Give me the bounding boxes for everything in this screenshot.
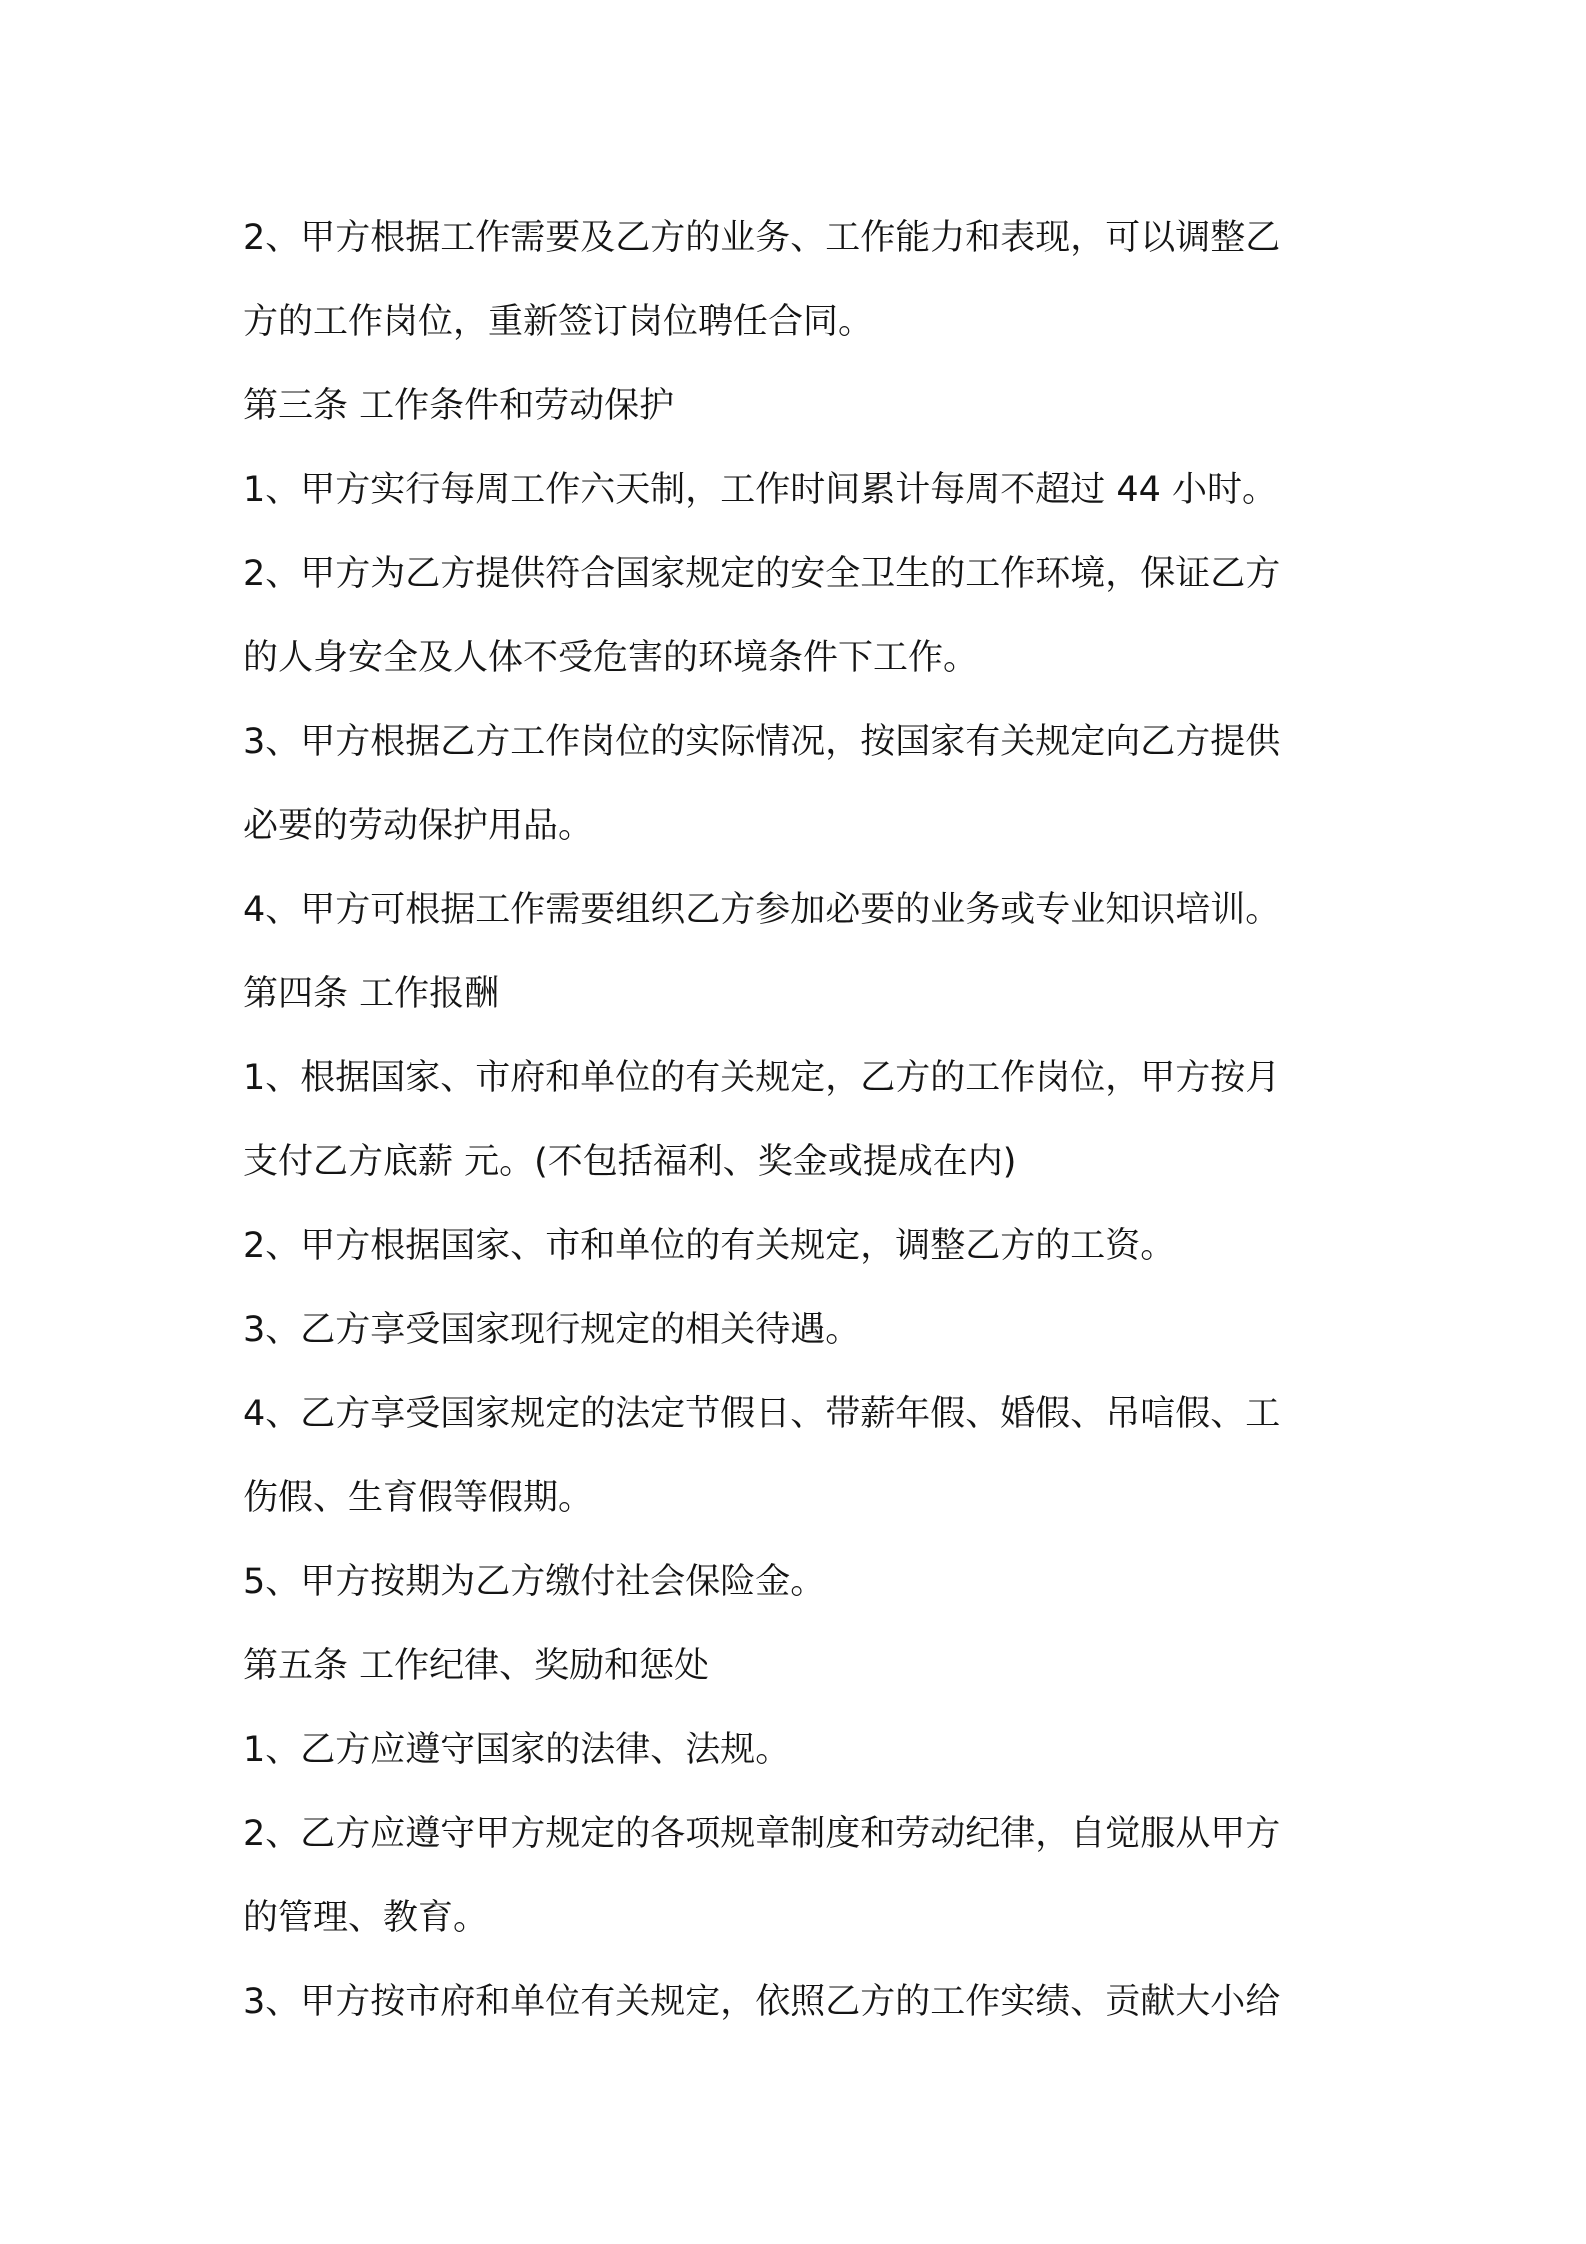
- paragraph-line: 的人身安全及人体不受危害的环境条件下工作。: [243, 638, 979, 678]
- paragraph-line: 1、甲方实行每周工作六天制，工作时间累计每周不超过 44 小时。: [243, 470, 1278, 510]
- document-body: [243, 196, 1363, 2044]
- paragraph-line: 3、甲方根据乙方工作岗位的实际情况，按国家有关规定向乙方提供: [243, 722, 1281, 762]
- section-heading: 第四条 工作报酬: [243, 974, 500, 1014]
- paragraph-line: 5、甲方按期为乙方缴付社会保险金。: [243, 1562, 826, 1602]
- paragraph-line: 2、甲方根据工作需要及乙方的业务、工作能力和表现，可以调整乙: [243, 218, 1281, 258]
- paragraph-line: 2、甲方为乙方提供符合国家规定的安全卫生的工作环境，保证乙方: [243, 554, 1281, 594]
- paragraph-line: 1、乙方应遵守国家的法律、法规。: [243, 1730, 791, 1770]
- paragraph-line: 伤假、生育假等假期。: [243, 1478, 594, 1518]
- paragraph-line: 的管理、教育。: [243, 1898, 489, 1938]
- paragraph-line: 2、甲方根据国家、市和单位的有关规定，调整乙方的工资。: [243, 1226, 1176, 1266]
- paragraph-line: 支付乙方底薪 元。(不包括福利、奖金或提成在内): [243, 1142, 1017, 1182]
- paragraph-line: 方的工作岗位，重新签订岗位聘任合同。: [243, 302, 874, 342]
- paragraph-line: 4、甲方可根据工作需要组织乙方参加必要的业务或专业知识培训。: [243, 890, 1281, 930]
- paragraph-line: 3、乙方享受国家现行规定的相关待遇。: [243, 1310, 861, 1350]
- paragraph-line: 1、根据国家、市府和单位的有关规定，乙方的工作岗位，甲方按月: [243, 1058, 1281, 1098]
- paragraph-line: 3、甲方按市府和单位有关规定，依照乙方的工作实绩、贡献大小给: [243, 1982, 1281, 2022]
- section-heading: 第五条 工作纪律、奖励和惩处: [243, 1646, 710, 1686]
- paragraph-line: 2、乙方应遵守甲方规定的各项规章制度和劳动纪律，自觉服从甲方: [243, 1814, 1281, 1854]
- paragraph-line: 4、乙方享受国家规定的法定节假日、带薪年假、婚假、吊唁假、工: [243, 1394, 1281, 1434]
- section-heading: 第三条 工作条件和劳动保护: [243, 386, 675, 426]
- paragraph-line: 必要的劳动保护用品。: [243, 806, 594, 846]
